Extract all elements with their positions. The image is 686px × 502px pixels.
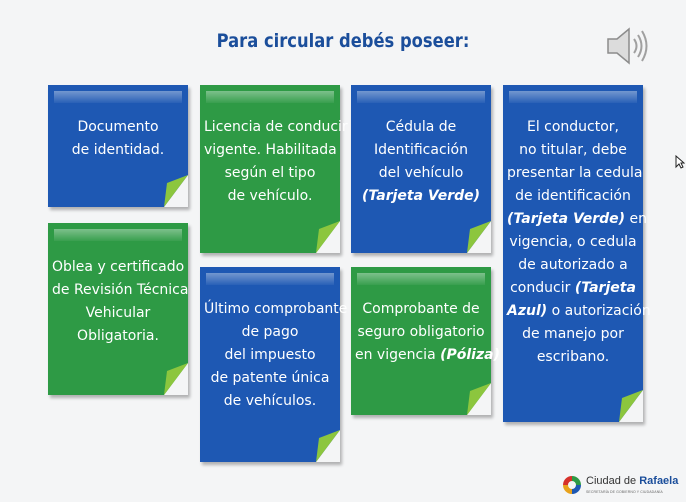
card-documento xyxy=(48,85,188,207)
card-line xyxy=(507,277,639,300)
card-line: vigencia, o cedula xyxy=(509,234,637,250)
card-line: no titular, debe xyxy=(519,142,627,158)
card-line: Documento xyxy=(77,119,159,135)
card-line: Vehicular xyxy=(85,305,151,321)
card-line xyxy=(355,344,500,367)
speaker-icon[interactable] xyxy=(604,24,652,68)
card-line: El conductor, xyxy=(526,119,620,135)
card-line: del vehículo xyxy=(378,165,464,181)
card-line: de patente única xyxy=(210,370,330,386)
ciudad-rafaela-logo xyxy=(562,474,679,498)
card-text: conducir xyxy=(510,280,575,296)
card-ultimo-comprobante xyxy=(200,267,348,462)
card-text-emphasis: (Póliza) xyxy=(440,347,500,363)
cursor-icon xyxy=(675,155,685,174)
card-line: vigente. Habilitada xyxy=(204,142,337,158)
logo-name-prefix: Ciudad de xyxy=(586,475,640,487)
card-line: de vehículo. xyxy=(227,188,313,204)
card-line xyxy=(507,208,648,231)
card-line: de autorizado a xyxy=(518,257,628,273)
card-line: según el tipo xyxy=(224,165,316,181)
card-text-emphasis: (Tarjeta xyxy=(574,280,636,296)
card-line: escribano. xyxy=(536,349,610,365)
card-line: de Revisión Técnica xyxy=(52,282,189,298)
card-cedula xyxy=(351,85,491,253)
card-line: Último comprobante xyxy=(204,301,348,317)
logo-mark-icon xyxy=(562,475,582,495)
page-curl-icon xyxy=(316,221,340,253)
card-text-emphasis: Azul) xyxy=(507,303,548,319)
page-curl-icon xyxy=(164,175,188,207)
card-line: del impuesto xyxy=(224,347,316,363)
page-curl-icon xyxy=(619,390,643,422)
card-line: (Tarjeta Verde) xyxy=(361,188,481,204)
card-seguro xyxy=(351,267,500,415)
card-line xyxy=(507,300,651,323)
card-licencia xyxy=(200,85,348,253)
card-text: o autorización xyxy=(547,303,651,319)
page-curl-icon xyxy=(467,221,491,253)
card-text-emphasis: (Tarjeta Verde) xyxy=(507,211,626,227)
page-curl-icon xyxy=(467,383,491,415)
logo-subtitle: SECRETARÍA DE GOBIERNO Y CIUDADANÍA xyxy=(586,490,663,494)
logo-name xyxy=(586,475,678,487)
card-line: seguro obligatorio xyxy=(357,324,485,340)
page-title: Para circular debés poseer: xyxy=(216,30,470,52)
card-text: en xyxy=(625,211,648,227)
card-line: Identificación xyxy=(373,142,468,158)
card-line: Oblea y certificado xyxy=(52,259,185,275)
card-line: de identidad. xyxy=(71,142,165,158)
card-line: Cédula de xyxy=(385,119,457,135)
card-line: de identificación xyxy=(515,188,631,204)
card-line: presentar la cedula xyxy=(507,165,643,181)
card-conductor xyxy=(503,85,651,422)
card-line: de vehículos. xyxy=(223,393,317,409)
card-line: de pago xyxy=(241,324,299,340)
card-line: Obligatoria. xyxy=(77,328,159,344)
page-curl-icon xyxy=(316,430,340,462)
card-line: Comprobante de xyxy=(362,301,480,317)
card-line: de manejo por xyxy=(522,326,624,342)
card-oblea xyxy=(48,223,188,395)
card-line: Licencia de conducir xyxy=(204,119,348,135)
logo-name-city: Rafaela xyxy=(639,475,679,487)
page-curl-icon xyxy=(164,363,188,395)
card-text: en vigencia xyxy=(355,347,441,363)
